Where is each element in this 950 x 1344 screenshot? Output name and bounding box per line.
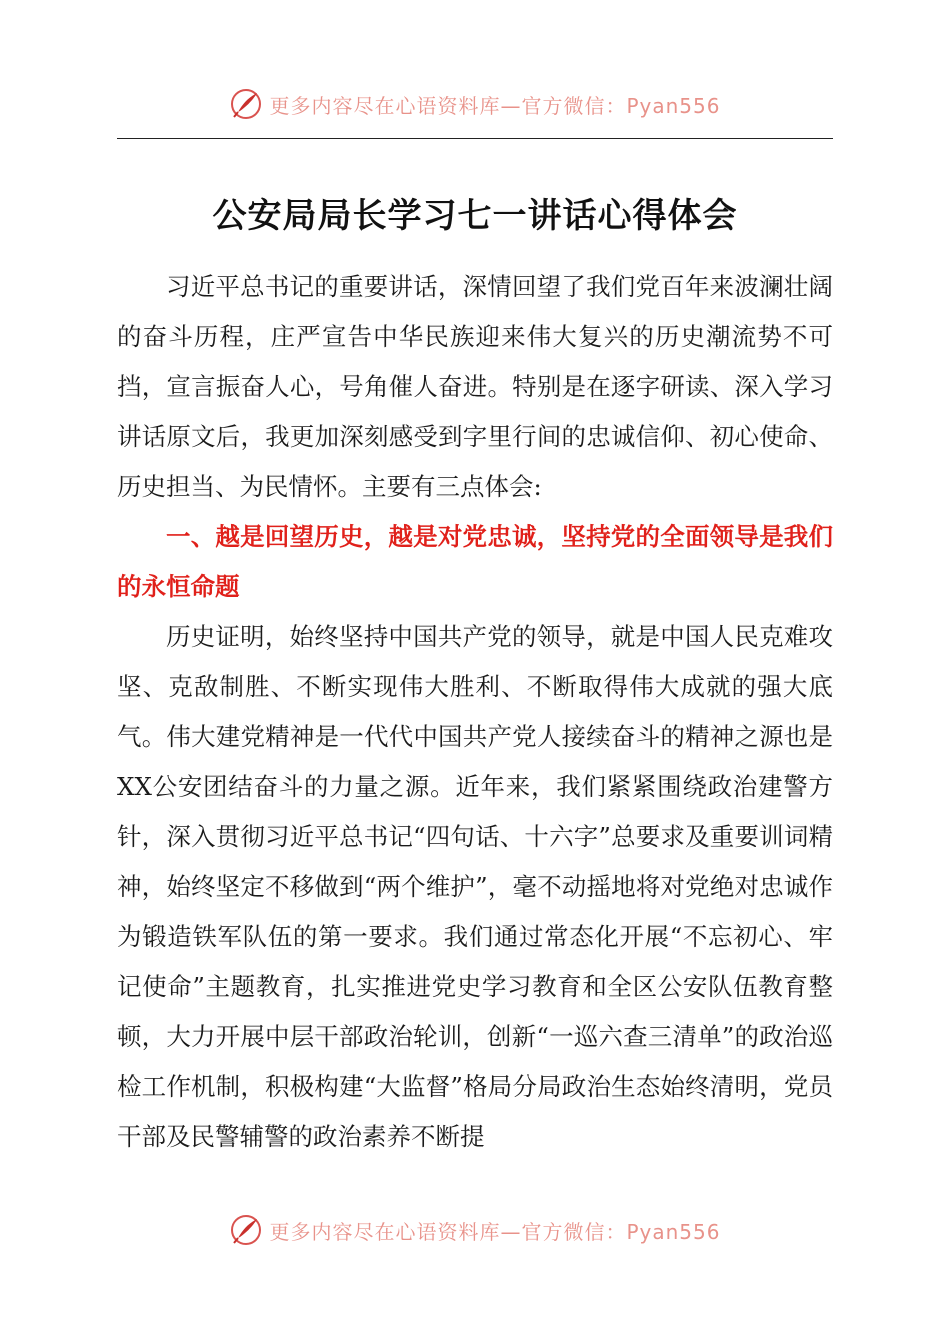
watermark-text: 更多内容尽在心语资料库—官方微信：Pyan556 <box>269 1219 721 1244</box>
feather-pen-logo-icon <box>229 1213 263 1247</box>
watermark-text: 更多内容尽在心语资料库—官方微信：Pyan556 <box>269 93 721 118</box>
body-paragraph: 历史证明，始终坚持中国共产党的领导，就是中国人民克难攻坚、克敌制胜、不断实现伟大胜利、不断取得伟大成就的强大底气。伟大建党精神是一代代中国共产党人接续奋斗的精神之源也是XX公安团结奋斗的力量之源。近年来，我们紧紧围绕政治建警方针，深入贯彻习近平总书记“四句话、十六字”总要求及重要训词精神，始终坚定不移做到“两个维护”，毫不动摇地将对党绝对忠诚作为锻造铁军队伍的第一要求。我们通过常态化开展“不忘初心、牢记使命”主题教育，扎实推进党史学习教育和全区公安队伍教育整顿，大力开展中层干部政治轮训，创新“一巡六查三清单”的政治巡检工作机制，积极构建“大监督”格局分局政治生态始终清明，党员干部及民警辅警的政治素养不断提 <box>117 622 833 1151</box>
header-watermark <box>0 84 950 124</box>
intro-paragraph: 习近平总书记的重要讲话，深情回望了我们党百年来波澜壮阔的奋斗历程，庄严宣告中华民族迎来伟大复兴的历史潮流势不可挡，宣言振奋人心，号角催人奋进。特别是在逐字研读、深入学习讲话原文后，我更加深刻感受到字里行间的忠诚信仰、初心使命、历史担当、为民情怀。主要有三点体会: <box>117 272 833 501</box>
footer-watermark <box>0 1210 950 1250</box>
document-body <box>117 262 833 1162</box>
header-divider <box>117 138 833 139</box>
feather-pen-logo-icon <box>229 87 263 121</box>
section-heading-1: 一、越是回望历史，越是对党忠诚，坚持党的全面领导是我们的永恒命题 <box>117 522 833 601</box>
document-title: 公安局局长学习七一讲话心得体会 <box>212 196 738 236</box>
